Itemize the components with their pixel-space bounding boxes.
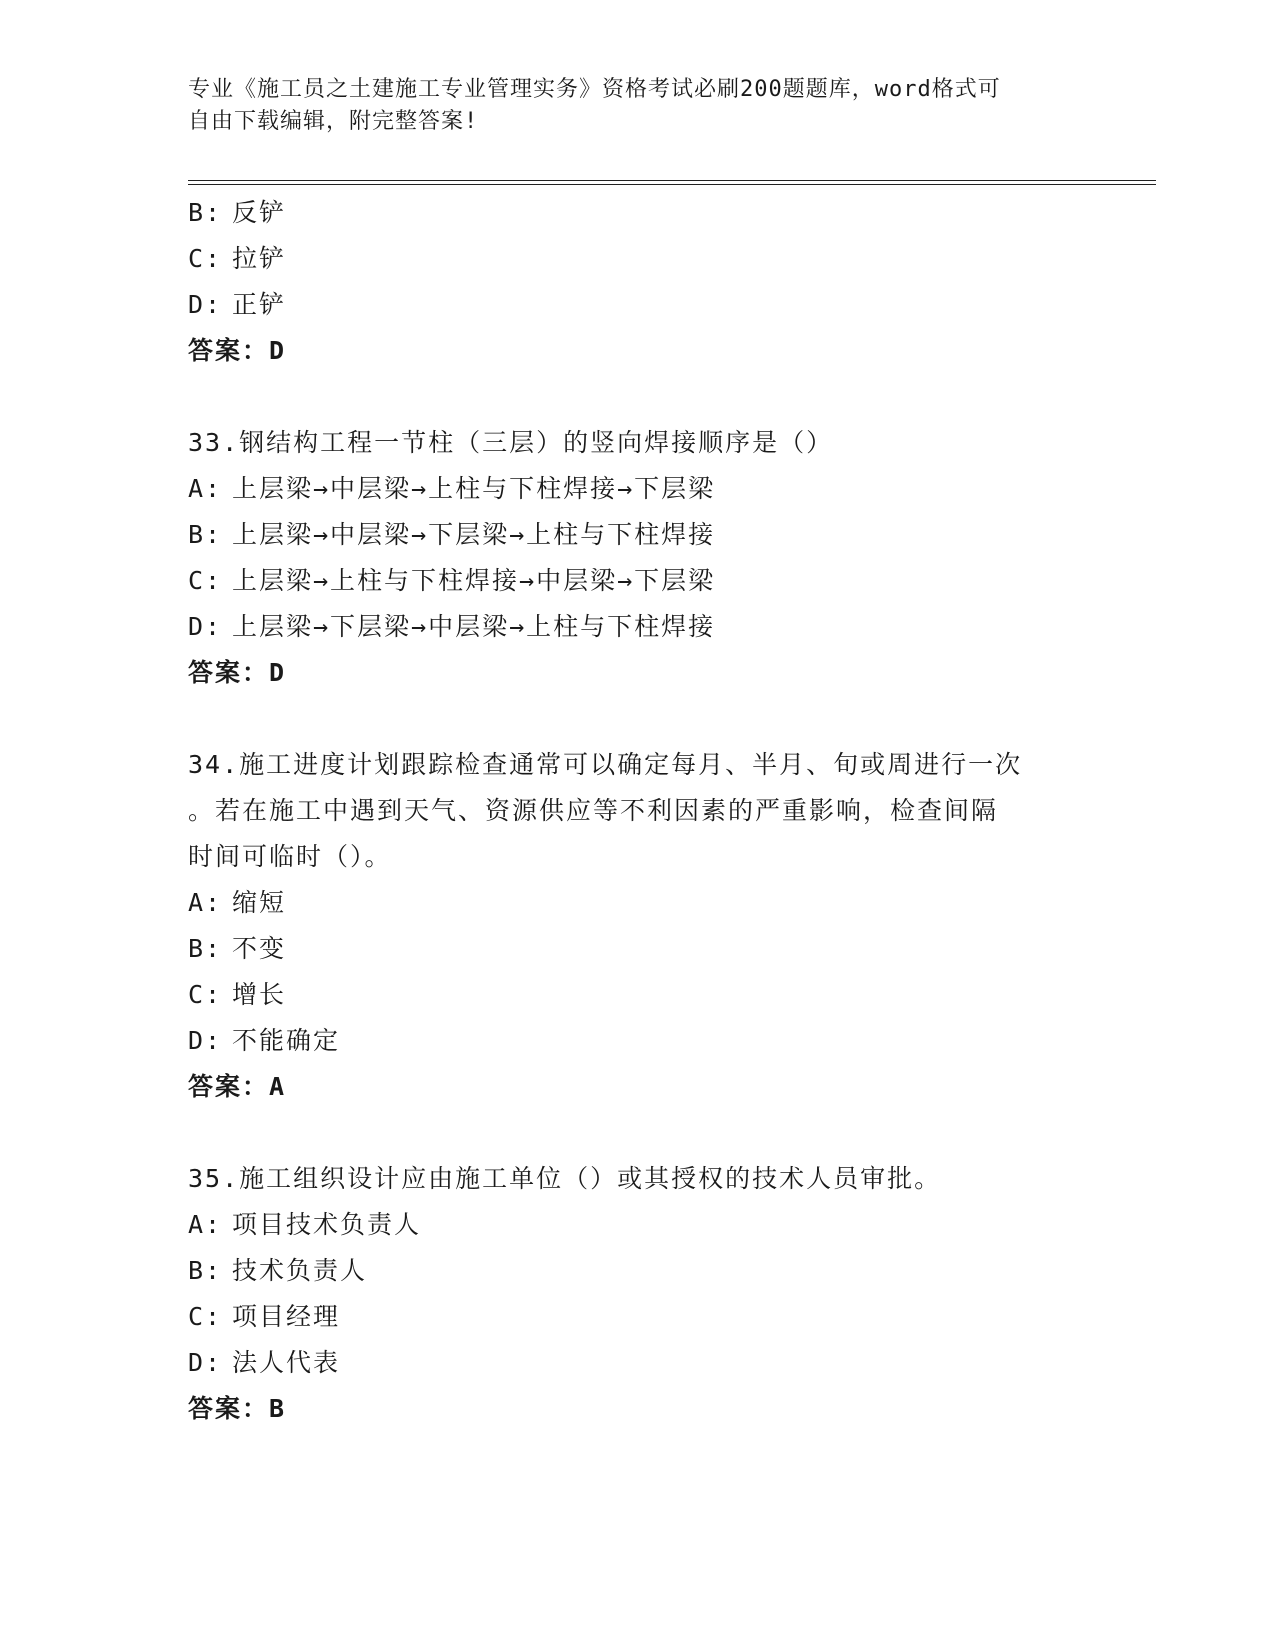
question-35 — [188, 1156, 1088, 1432]
question-stem: 33.钢结构工程一节柱（三层）的竖向焊接顺序是（） — [188, 428, 834, 457]
answer-line: 答案：D — [188, 658, 287, 687]
option-text: 增长 — [232, 980, 287, 1009]
option-c — [188, 558, 1088, 604]
question-stem: 35.施工组织设计应由施工单位（）或其授权的技术人员审批。 — [188, 1164, 942, 1193]
header-divider-bottom — [188, 184, 1156, 185]
option-text: 项目经理 — [232, 1302, 341, 1331]
option-b — [188, 1248, 1088, 1294]
option-label: D: — [188, 1026, 223, 1055]
question-continued — [188, 190, 1088, 374]
option-text: 正铲 — [232, 290, 287, 319]
option-d — [188, 604, 1088, 650]
option-label: C: — [188, 244, 223, 273]
option-label: B: — [188, 520, 223, 549]
question-stem-line-2: 。若在施工中遇到天气、资源供应等不利因素的严重影响，检查间隔 — [188, 796, 999, 825]
question-stem-line-1: 34.施工进度计划跟踪检查通常可以确定每月、半月、旬或周进行一次 — [188, 750, 1023, 779]
option-label: D: — [188, 290, 223, 319]
option-label: C: — [188, 1302, 223, 1331]
option-d — [188, 1018, 1088, 1064]
option-c — [188, 972, 1088, 1018]
option-text: 上层梁→中层梁→下层梁→上柱与下柱焊接 — [232, 520, 716, 549]
option-label: D: — [188, 612, 223, 641]
option-label: A: — [188, 888, 223, 917]
question-33 — [188, 420, 1088, 696]
option-text: 缩短 — [232, 888, 287, 917]
option-text: 不变 — [232, 934, 287, 963]
option-c — [188, 236, 1088, 282]
option-label: C: — [188, 566, 223, 595]
option-a — [188, 1202, 1088, 1248]
option-text: 上层梁→上柱与下柱焊接→中层梁→下层梁 — [232, 566, 716, 595]
option-d — [188, 1340, 1088, 1386]
option-d — [188, 282, 1088, 328]
option-text: 不能确定 — [232, 1026, 341, 1055]
option-text: 技术负责人 — [232, 1256, 368, 1285]
option-text: 上层梁→中层梁→上柱与下柱焊接→下层梁 — [232, 474, 716, 503]
option-label: D: — [188, 1348, 223, 1377]
option-text: 上层梁→下层梁→中层梁→上柱与下柱焊接 — [232, 612, 716, 641]
option-text: 项目技术负责人 — [232, 1210, 422, 1239]
spacer — [188, 1110, 1088, 1156]
option-label: B: — [188, 1256, 223, 1285]
option-label: B: — [188, 198, 223, 227]
option-label: A: — [188, 474, 223, 503]
question-34 — [188, 742, 1088, 1110]
spacer — [188, 696, 1088, 742]
header-title-line-2: 自由下载编辑，附完整答案! — [188, 109, 479, 134]
header-title-line-1: 专业《施工员之土建施工专业管理实务》资格考试必刷200题题库，word格式可 — [188, 77, 1001, 102]
option-c — [188, 1294, 1088, 1340]
question-stem-line-3: 时间可临时（）。 — [188, 842, 392, 871]
question-list — [188, 190, 1088, 1432]
spacer — [188, 374, 1088, 420]
option-label: C: — [188, 980, 223, 1009]
option-text: 反铲 — [232, 198, 287, 227]
option-a — [188, 880, 1088, 926]
answer-line: 答案：D — [188, 336, 287, 365]
answer-line: 答案：B — [188, 1394, 287, 1423]
option-label: B: — [188, 934, 223, 963]
document-header — [188, 74, 1068, 138]
header-divider-top — [188, 180, 1156, 181]
option-b — [188, 512, 1088, 558]
option-text: 法人代表 — [232, 1348, 341, 1377]
option-a — [188, 466, 1088, 512]
option-b — [188, 926, 1088, 972]
answer-line: 答案：A — [188, 1072, 287, 1101]
option-b — [188, 190, 1088, 236]
option-text: 拉铲 — [232, 244, 287, 273]
option-label: A: — [188, 1210, 223, 1239]
